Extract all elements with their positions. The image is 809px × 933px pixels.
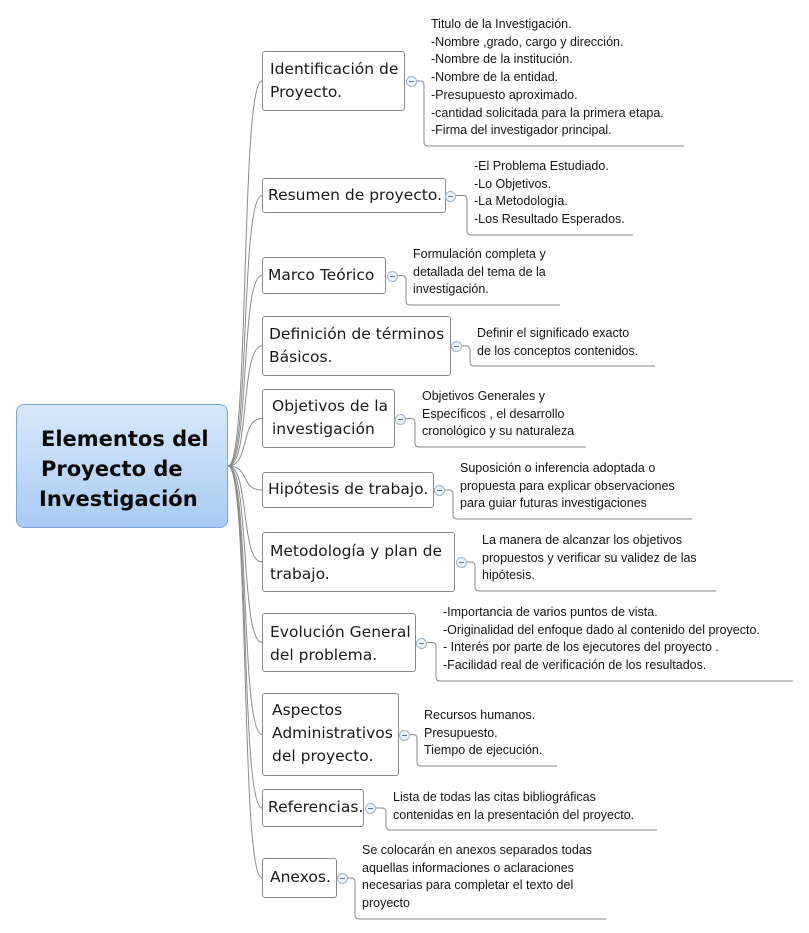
collapse-toggle-icon[interactable] (399, 730, 410, 741)
detail-line: -Lo Objetivos. (474, 176, 552, 191)
detail-line: Lista de todas las citas bibliográficas (393, 790, 596, 804)
collapse-toggle-icon[interactable] (406, 76, 417, 87)
topic-label-line: Básicos. (269, 348, 333, 366)
detail-line: aquellas informaciones o aclaraciones (362, 860, 574, 875)
collapse-toggle-icon[interactable] (337, 873, 348, 884)
topic-box[interactable] (262, 613, 416, 672)
root-topic[interactable] (16, 404, 228, 528)
detail-note[interactable] (479, 532, 716, 589)
collapse-toggle-icon[interactable] (445, 191, 456, 202)
detail-line: -Facilidad real de verificación de los resultados. (443, 658, 707, 673)
detail-line: -Los Resultado Esperados. (474, 212, 625, 227)
topic-label-line: Referencias. (268, 798, 364, 816)
detail-note[interactable] (471, 158, 633, 233)
root-branch-connector (228, 466, 262, 878)
topic-box[interactable] (262, 178, 446, 213)
root-branch-connector (228, 196, 262, 467)
detail-note[interactable] (390, 789, 657, 828)
detail-line: contenidas en la presentación del proyecto. (393, 807, 635, 822)
detail-line: Se colocarán en anexos separados todas (362, 843, 593, 857)
topic-label-line: Anexos. (270, 868, 331, 886)
collapse-toggle-icon[interactable] (451, 341, 462, 352)
detail-line: -La Metodología. (474, 194, 568, 209)
detail-line: Definir el significado exacto (477, 326, 630, 340)
detail-line: -El Problema Estudiado. (474, 159, 609, 173)
collapse-toggle-icon[interactable] (416, 638, 427, 649)
root-branch-connector (228, 276, 262, 467)
root-title-line: Proyecto de (41, 457, 183, 481)
topic-label-line: Evolución General (270, 623, 411, 641)
topic-box[interactable] (262, 532, 455, 592)
detail-line: -Nombre ,grado, cargo y dirección. (431, 34, 624, 49)
detail-line: Específicos , el desarrollo (422, 406, 565, 421)
detail-line: Recursos humanos. (424, 708, 536, 722)
detail-line: Formulación completa y (413, 247, 546, 261)
detail-line: necesarias para completar el texto del (362, 878, 574, 893)
detail-line: -Nombre de la entidad. (431, 70, 559, 85)
root-branch-connector (228, 466, 262, 643)
detail-line: propuesta para explicar observaciones (460, 478, 675, 493)
detail-line: proyecto (362, 896, 410, 911)
topic-label-line: Resumen de proyecto. (268, 186, 442, 204)
detail-line: detallada del tema de la (413, 264, 546, 279)
topic-box[interactable] (262, 389, 395, 448)
detail-line: La manera de alcanzar los objetivos (482, 533, 683, 547)
collapse-toggle-icon[interactable] (456, 557, 467, 568)
collapse-toggle-icon[interactable] (387, 271, 398, 282)
topic-box[interactable] (262, 858, 337, 898)
collapse-toggle-icon[interactable] (365, 803, 376, 814)
topic-box[interactable] (262, 693, 399, 776)
topic-label-line: Marco Teórico (268, 266, 375, 284)
detail-line: propuestos y verificar su validez de las (482, 550, 697, 565)
detail-note[interactable] (359, 842, 606, 917)
topic-label-line: del proyecto. (272, 747, 374, 765)
detail-note[interactable] (474, 325, 655, 364)
detail-note[interactable] (440, 604, 793, 679)
detail-line: Presupuesto. (424, 725, 498, 740)
detail-line: Suposición o inferencia adoptada o (460, 461, 656, 475)
topic-box[interactable] (262, 472, 434, 508)
collapse-toggle-icon[interactable] (434, 485, 445, 496)
topic-label-line: del problema. (270, 646, 378, 664)
detail-line: -Originalidad del enfoque dado al contenido del proyecto. (443, 622, 760, 637)
detail-line: -cantidad solicitada para la primera etapa. (431, 105, 664, 120)
topic-label-line: Metodología y plan de (270, 542, 443, 560)
topic-label-line: Aspectos (272, 701, 343, 719)
topic-box[interactable] (262, 257, 386, 294)
detail-line: de los conceptos contenidos. (477, 343, 639, 358)
detail-line: Objetivos Generales y (422, 389, 545, 403)
detail-line: hipótesis. (482, 568, 535, 583)
topic-label-line: Objetivos de la (272, 397, 389, 415)
topic-label-line: Administrativos (272, 724, 393, 742)
detail-note[interactable] (410, 246, 560, 303)
detail-line: Titulo de la Investigación. (431, 17, 572, 31)
root-branch-connector (228, 466, 262, 735)
detail-line: cronológico y su naturaleza (422, 424, 575, 439)
topic-label-line: Hipótesis de trabajo. (268, 480, 429, 498)
detail-line: - Interés por parte de los ejecutores del proyecto . (443, 640, 719, 655)
topic-box[interactable] (262, 789, 364, 827)
detail-line: investigación. (413, 282, 489, 297)
detail-note[interactable] (421, 707, 557, 764)
topic-box[interactable] (262, 316, 451, 376)
detail-note[interactable] (457, 460, 692, 517)
detail-line: -Presupuesto aproximado. (431, 87, 578, 102)
topic-label-line: Definición de términos (269, 325, 445, 343)
topic-box[interactable] (262, 51, 405, 111)
topic-label-line: investigación (272, 420, 375, 438)
topic-label-line: trabajo. (270, 565, 330, 583)
detail-note[interactable] (428, 16, 684, 144)
collapse-toggle-icon[interactable] (395, 414, 406, 425)
detail-line: -Firma del investigador principal. (431, 123, 612, 138)
detail-note[interactable] (419, 388, 586, 445)
detail-line: Tiempo de ejecución. (424, 743, 543, 758)
detail-line: para guiar futuras investigaciones (460, 496, 647, 511)
detail-line: -Importancia de varios puntos de vista. (443, 605, 658, 619)
detail-line: -Nombre de la institución. (431, 52, 573, 67)
root-title-line: Elementos del (41, 427, 209, 451)
topic-label-line: Identificación de (270, 60, 399, 78)
root-title-line: Investigación (39, 487, 198, 511)
topic-label-line: Proyecto. (270, 83, 343, 101)
